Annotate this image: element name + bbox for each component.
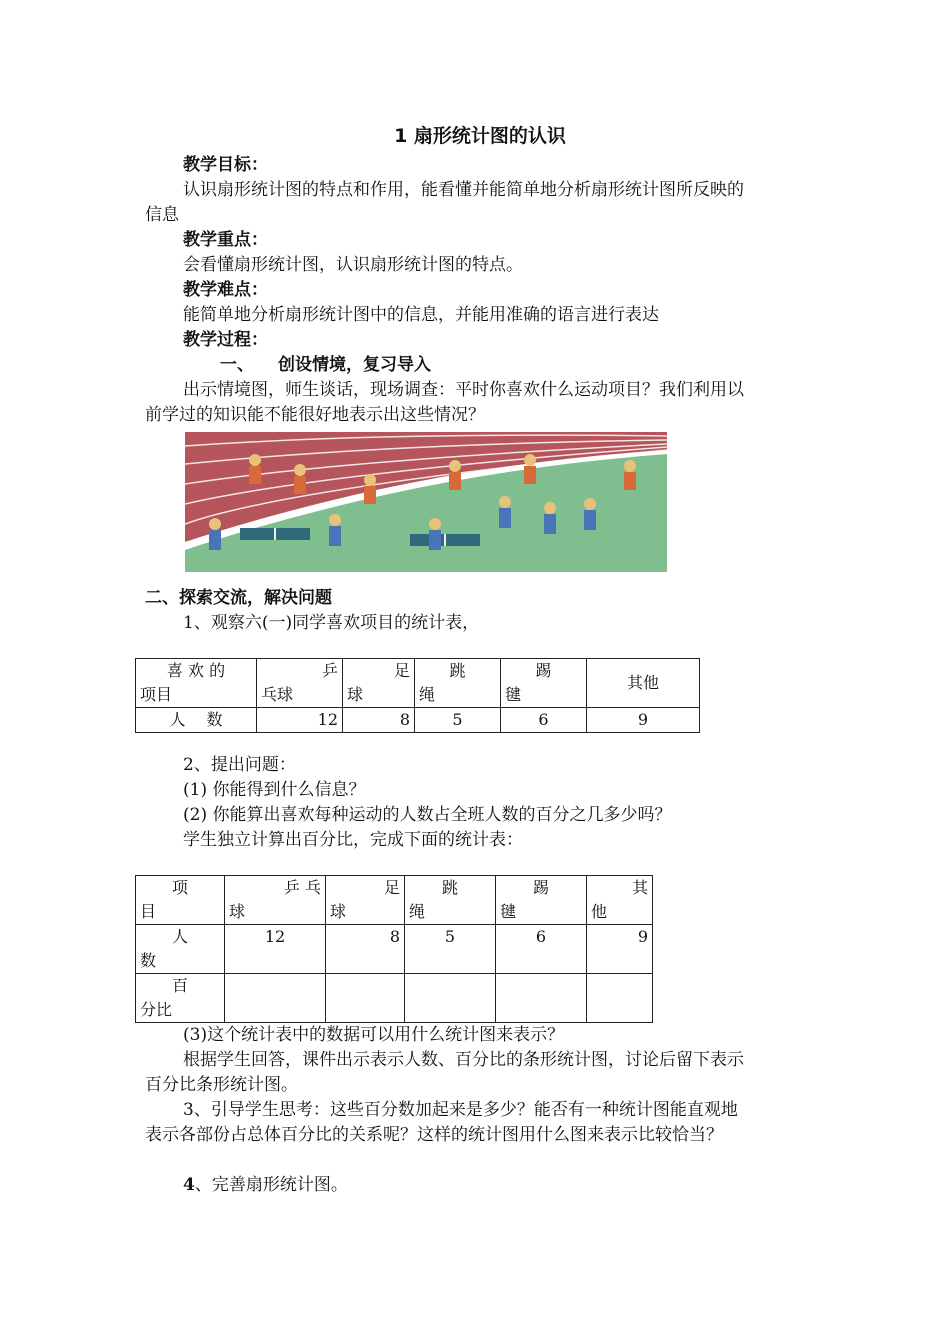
section1-text: 出示情境图，师生谈话，现场调查：平时你喜欢什么运动项目？我们利用以 (183, 380, 744, 400)
value-cell: 9 (587, 925, 653, 974)
process-heading: 教学过程： (183, 330, 268, 350)
table-row (136, 974, 653, 1023)
paragraph-2-cont: 表示各部份占总体百分比的关系呢？这样的统计图用什么图来表示比较恰当？ (145, 1125, 723, 1145)
paragraph-1-cont: 百分比条形统计图。 (145, 1075, 298, 1095)
header-cell: 踢 毽 (496, 876, 587, 925)
step1-text: 1、观察六(一)同学喜欢项目的统计表， (183, 613, 480, 633)
step2-note: 学生独立计算出百分比，完成下面的统计表： (183, 830, 523, 850)
lesson-plan (140, 120, 815, 1198)
step4-text (145, 1173, 815, 1198)
table-row (136, 925, 653, 974)
empty-cell (496, 974, 587, 1023)
page-title: 1 扇形统计图的认识 (394, 125, 566, 147)
question-1: (1) 你能得到什么信息？ (183, 780, 366, 800)
row-label: 人 数 (136, 925, 225, 974)
step2-title: 2、提出问题： (183, 755, 296, 775)
header-cell: 乒 乓球 (257, 659, 343, 708)
table-row (136, 876, 653, 925)
section1-text-cont: 前学过的知识能不能很好地表示出这些情况？ (145, 405, 485, 425)
key-point-heading: 教学重点： (183, 230, 268, 250)
objective-text: 认识扇形统计图的特点和作用，能看懂并能简单地分析扇形统计图所反映的 (183, 180, 744, 200)
value-cell: 8 (343, 708, 415, 733)
header-cell: 跳 绳 (405, 876, 496, 925)
section1-title: 创设情境，复习导入 (278, 355, 431, 375)
step4-number: 4 (183, 1175, 195, 1195)
header-cell: 其 他 (587, 876, 653, 925)
value-cell: 5 (405, 925, 496, 974)
key-point-text: 会看懂扇形统计图，认识扇形统计图的特点。 (183, 255, 523, 275)
question-2: (2) 你能算出喜欢每种运动的人数占全班人数的百分之几多少吗？ (183, 805, 672, 825)
paragraph-2: 3、引导学生思考：这些百分数加起来是多少？能否有一种统计图能直观地 (183, 1100, 738, 1120)
empty-cell (405, 974, 496, 1023)
section2-heading: 二、探索交流，解决问题 (145, 588, 332, 608)
empty-cell (326, 974, 405, 1023)
sports-scene-illustration (185, 432, 667, 572)
row-label: 百 分比 (136, 974, 225, 1023)
header-cell: 踢 毽 (501, 659, 587, 708)
header-cell-other: 其他 (587, 659, 700, 708)
objective-heading: 教学目标： (183, 155, 268, 175)
table-row (136, 659, 700, 708)
header-cell: 足 球 (343, 659, 415, 708)
value-cell: 9 (587, 708, 700, 733)
question-3: (3)这个统计表中的数据可以用什么统计图来表示？ (183, 1025, 565, 1045)
value-cell: 6 (496, 925, 587, 974)
row-label: 人 数 (136, 708, 257, 733)
table-corner-cell: 项 目 (136, 876, 225, 925)
empty-cell (587, 974, 653, 1023)
paragraph-1: 根据学生回答，课件出示表示人数、百分比的条形统计图，讨论后留下表示 (183, 1050, 744, 1070)
difficulty-heading: 教学难点： (183, 280, 268, 300)
table-corner-cell: 喜 欢 的 项目 (136, 659, 257, 708)
header-cell: 跳 绳 (415, 659, 501, 708)
difficulty-text: 能简单地分析扇形统计图中的信息，并能用准确的语言进行表达 (183, 305, 659, 325)
value-cell: 6 (501, 708, 587, 733)
value-cell: 12 (257, 708, 343, 733)
header-cell: 足 球 (326, 876, 405, 925)
percentage-table (135, 875, 653, 1023)
section1-heading (145, 353, 815, 378)
value-cell: 8 (326, 925, 405, 974)
objective-text-cont: 信息 (145, 205, 179, 225)
section1-number: 一、 (220, 355, 254, 375)
header-cell: 乒 乓 球 (225, 876, 326, 925)
table-row (136, 708, 700, 733)
value-cell: 5 (415, 708, 501, 733)
step4-label: 、完善扇形统计图。 (194, 1175, 348, 1195)
sports-preference-table (135, 658, 700, 733)
value-cell: 12 (225, 925, 326, 974)
empty-cell (225, 974, 326, 1023)
